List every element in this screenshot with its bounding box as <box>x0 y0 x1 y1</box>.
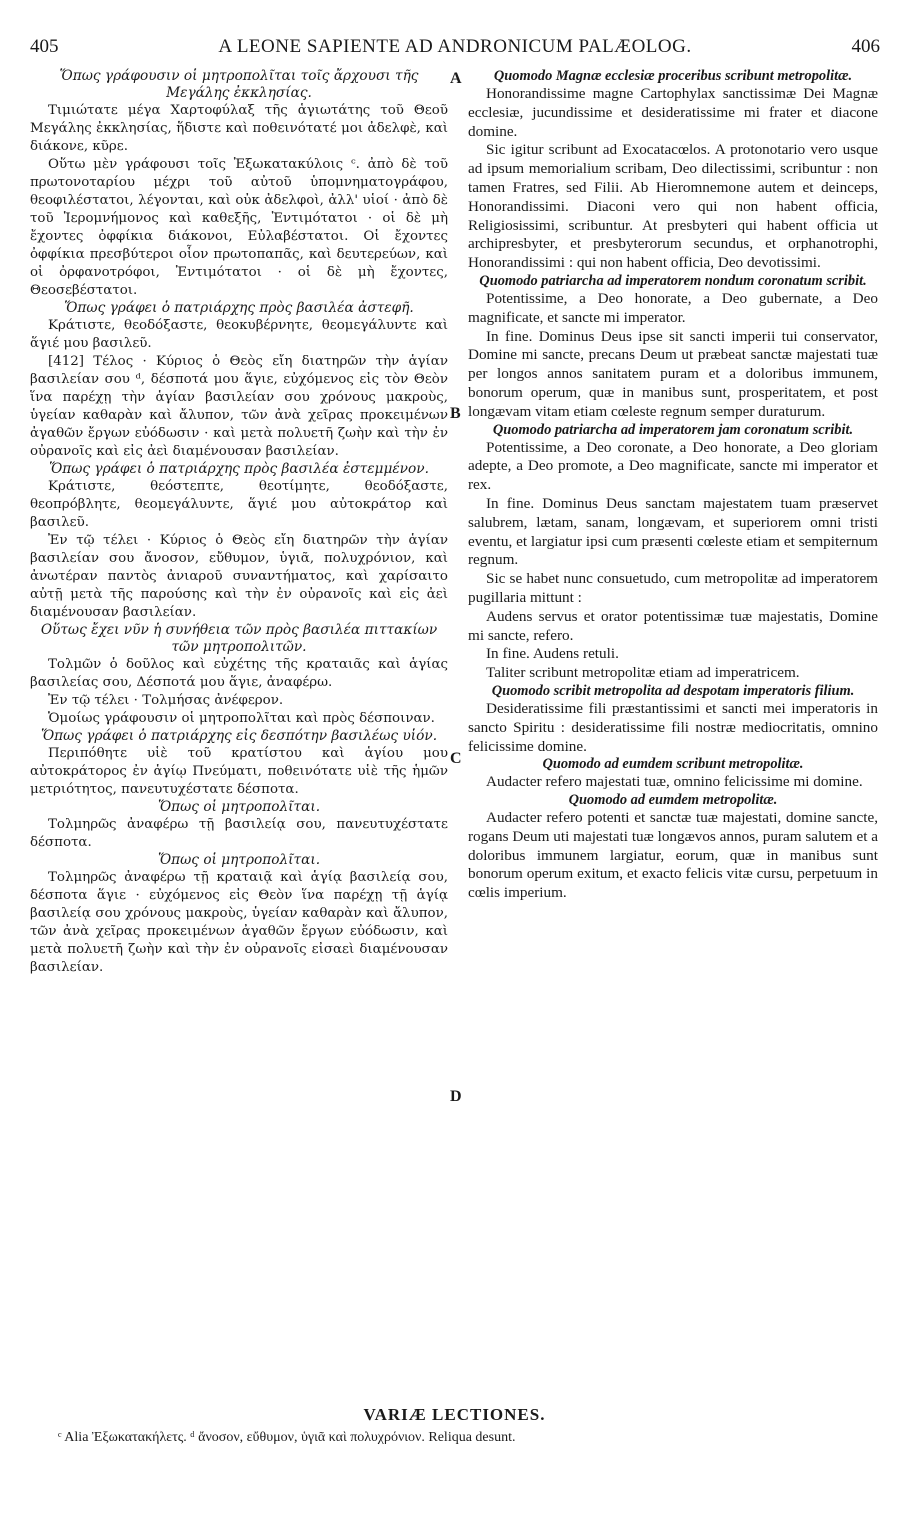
greek-column <box>30 68 448 977</box>
left-heading: Ὅπως γράφει ὁ πατριάρχης πρὸς βασιλέα ἐστεμμένον. <box>49 461 429 477</box>
left-heading: Ὅπως γράφουσιν οἱ μητροπολῖται τοῖς ἄρχουσι τῆς Μεγάλης ἐκκλησίας. <box>59 68 419 101</box>
right-paragraph: Desideratissime fili præstantissimi et sancti mei imperatoris in sancto Spiritu : desideratissime fili nostræ mediocritatis, omnino felicissime domine. <box>468 699 878 755</box>
left-paragraph: Τιμιώτατε μέγα Χαρτοφύλαξ τῆς ἁγιωτάτης τοῦ Θεοῦ Μεγάλης ἐκκλησίας, ἥδιστε καὶ ποθεινότατέ μοι ἀδελφὲ, καὶ διάκονε, κῦρε. <box>30 103 448 154</box>
right-heading: Quomodo patriarcha ad imperatorem nondum coronatum scribit. <box>479 272 867 289</box>
left-paragraph: Κράτιστε, θεοδόξαστε, θεοκυβέρνητε, θεομεγάλυντε καὶ ἅγιέ μου βασιλεῦ. <box>30 318 448 351</box>
left-paragraph: Τολμῶν ὁ δοῦλος καὶ εὐχέτης τῆς κραταιᾶς καὶ ἁγίας βασιλείας σου, Δέσποτά μου ἅγιε, ἀναφέρω. <box>30 657 448 690</box>
margin-marker-b: B <box>450 405 461 422</box>
right-heading: Quomodo scribit metropolita ad despotam imperatoris filium. <box>491 682 855 699</box>
left-heading: Ὅπως οἱ μητροπολῖται. <box>157 799 321 815</box>
left-paragraph: Ἐν τῷ τέλει · Κύριος ὁ Θεὸς εἴη διατηρῶν τὴν ἁγίαν βασιλείαν σου ἄνοσον, εὔθυμον, ὑγιᾶ, πολυχρόνιον, καὶ ἀνωτέραν παντὸς ἀνιαροῦ συναντήματος, καὶ χαρίσαιτο αὐτῇ μετὰ τῆς παρούσης καὶ τὴν ἐν οὐρανοῖς καὶ εἰς ἀεὶ διαμένουσαν βασιλείαν. <box>30 533 448 620</box>
left-paragraph: Κράτιστε, θεόστεπτε, θεοτίμητε, θεοδόξαστε, θεοπρόβλητε, θεομεγάλυντε, ἅγιέ μου αὐτοκράτορ καὶ βασιλεῦ. <box>30 479 448 530</box>
left-heading: Ὅπως γράφει ὁ πατριάρχης πρὸς βασιλέα ἀστεφῆ. <box>64 300 414 316</box>
right-paragraph: In fine. Audens retuli. <box>486 645 619 663</box>
page-number-right: 406 <box>851 36 880 57</box>
left-paragraph: Τολμηρῶς ἀναφέρω τῇ βασιλείᾳ σου, πανευτυχέστατε δέσποτα. <box>30 817 448 850</box>
right-paragraph: In fine. Dominus Deus ipse sit sancti imperii tui conservator, Domine mi sancte, precans Deum ut præbeat sanctæ majestati tuæ per longos annos sanitatem puram et a doloribus immunem, bonorum operum, quæ in manibus sunt, prosperitatem, et post longævam vitam etiam cœleste regnum semper duraturum. <box>468 327 878 420</box>
right-heading: Quomodo Magnæ ecclesiæ proceribus scribunt metropolitæ. <box>493 68 853 84</box>
right-heading: Quomodo ad eumdem metropolitæ. <box>568 792 778 809</box>
left-paragraph: Περιπόθητε υἱὲ τοῦ κρατίστου καὶ ἁγίου μου αὐτοκράτορος ἐν ἁγίῳ Πνεύματι, ποθεινότατε υἱὲ τῆς ἡμῶν μετριότητος, πανευτυχέστατε δέσποτα. <box>30 746 448 797</box>
right-paragraph: Taliter scribunt metropolitæ etiam ad imperatricem. <box>486 664 800 682</box>
margin-marker-d: D <box>450 1088 462 1105</box>
right-paragraph: Potentissime, a Deo honorate, a Deo gubernate, a Deo magnificate, et sancte mi imperator. <box>468 289 878 326</box>
variae-lectiones-title: VARIÆ LECTIONES. <box>363 1405 546 1424</box>
right-heading: Quomodo patriarcha ad imperatorem jam coronatum scribit. <box>492 421 854 438</box>
left-paragraph: Τολμηρῶς ἀναφέρω τῇ κραταιᾷ καὶ ἁγίᾳ βασιλείᾳ σου, δέσποτα ἅγιε · εὐχόμενος εἰς Θεὸν ἵνα παρέχῃ τῇ ἁγίᾳ βασιλείᾳ σου χρόνους μακροὺς, ὑγείαν καθαρὰν καὶ ἄλυπον, τῶν ἀνὰ χεῖρας προκειμένων ἀγαθῶν ἔργων εὐόδωσιν, καὶ μετὰ πολυετῆ ζωὴν καὶ τὴν ἐν οὐρανοῖς εἰσαεὶ διαμένουσαν βασιλείαν. <box>30 870 448 975</box>
right-paragraph: In fine. Dominus Deus sanctam majestatem tuam præservet salubrem, lætam, sanam, longævam, et superiorem omni tristi eventu, et largiatur ipsi cum præsenti cœleste etiam et sempiternum regnum. <box>468 494 878 569</box>
running-header <box>30 36 880 66</box>
right-paragraph: Sic igitur scribunt ad Exocatacœlos. A protonotario vero usque ad ipsum memorialium scribam, Deo dilectissimi, scribuntur : non tamen Fratres, sed Filii. Ab Hieromnemone autem et deinceps, Honorandissimi. Diaconi vero qui non habent officia, Religiosissimi, scribuntur. At presbyteri qui habent officia ut archipresbyter, et presbyterorum secundus, et orphanotrophi, Honorandissimi : qui non habent officia, Deo devotissimi. <box>468 141 878 272</box>
margin-marker-c: C <box>450 750 462 767</box>
right-paragraph: Audacter refero majestati tuæ, omnino felicissime mi domine. <box>486 773 863 791</box>
left-paragraph: Ὁμοίως γράφουσιν οἱ μητροπολῖται καὶ πρὸς δέσποιναν. <box>48 711 435 726</box>
left-paragraph: [412] Τέλος · Κύριος ὁ Θεὸς εἴη διατηρῶν τὴν ἁγίαν βασιλείαν σου ᵈ, δέσποτά μου ἅγιε, εὐχόμενος εἰς τὸν Θεὸν ἵνα παρέχῃ τὴν ἁγίαν βασιλείαν σου χρόνους μακροὺς, ὑγείαν καθαρὰν καὶ ἄλυπον, τῶν ἀνὰ χεῖρας προκειμένων ἀγαθῶν ἔργων εὐόδωσιν · καὶ μετὰ πολυετῆ ζωὴν καὶ τὴν ἐν οὐρανοῖς καὶ εἰς ἀεὶ διαμένουσαν βασιλείαν. <box>30 354 448 459</box>
margin-marker-a: A <box>450 70 462 87</box>
left-paragraph: Οὕτω μὲν γράφουσι τοῖς Ἐξωκατακύλοις ᶜ. ἀπὸ δὲ τοῦ πρωτονοταρίου μέχρι τοῦ αὐτοῦ ὑπομνηματογράφου, θεοφιλέστατοι, λέγονται, καὶ οὐκ ἀδελφοὶ, ἀλλ' υἱοί · ἀπὸ δὲ τοῦ Ἱερομνήμονος καὶ καθεξῆς, Ἐντιμότατοι · οἱ δὲ μὴ ἔχοντες ὀφφίκια διάκονοι, Εὐλαβέστατοι. Οἱ ἔχοντες ὀφφίκια πρεσβύτεροι οἷον πρωτοπαπᾶς, καὶ δευτερεύων, καὶ οἱ ὀρφανοτρόφοι, Ἐντιμότατοι · οἱ δὲ μὴ ἔχοντες, Θεοσεβέστατοι. <box>30 157 448 298</box>
left-heading: Ὅπως οἱ μητροπολῖται. <box>157 852 321 868</box>
variant-readings-note: ᶜ Alia Ἐξωκατακήλετς. ᵈ ἄνοσον, εὔθυμον, ὑγιᾶ καὶ πολυχρόνιον. Reliqua desunt. <box>58 1430 516 1445</box>
left-heading: Οὕτως ἔχει νῦν ἡ συνήθεια τῶν πρὸς βασιλέα πιττακίων τῶν μητροπολιτῶν. <box>40 622 438 655</box>
right-paragraph: Sic se habet nunc consuetudo, cum metropolitæ ad imperatorem pugillaria mittunt : <box>468 570 878 606</box>
right-paragraph: Potentissime, a Deo coronate, a Deo honorate, a Deo gloriam adepte, a Deo promote, a Deo magnificate, sancte mi imperator et rex. <box>468 438 878 494</box>
right-paragraph: Honorandissime magne Cartophylax sanctissimæ Dei Magnæ ecclesiæ, jucundissime et desideratissime mi frater et diacone domine. <box>468 85 878 140</box>
left-paragraph: Ἐν τῷ τέλει · Τολμήσας ἀνέφερον. <box>48 693 284 708</box>
right-paragraph: Audacter refero potenti et sanctæ tuæ majestati, domine sancte, rogans Deum uti majestati tuæ longævos annos, puram salutem et a doloribus immunem largiatur, eorum, quæ in manibus sunt bonorum operum exitum, et exacto felicis vitæ cursu, perpetuum in cœlis imperium. <box>468 809 878 902</box>
latin-column <box>468 68 878 903</box>
right-paragraph: Audens servus et orator potentissimæ tuæ majestatis, Domine mi sancte, refero. <box>468 607 878 644</box>
right-heading: Quomodo ad eumdem scribunt metropolitæ. <box>542 756 804 773</box>
running-title: A LEONE SAPIENTE AD ANDRONICUM PALÆOLOG. <box>218 36 692 57</box>
left-heading: Ὅπως γράφει ὁ πατριάρχης εἰς δεσπότην βασιλέως υἱόν. <box>40 728 438 744</box>
page-number-left: 405 <box>30 36 59 57</box>
